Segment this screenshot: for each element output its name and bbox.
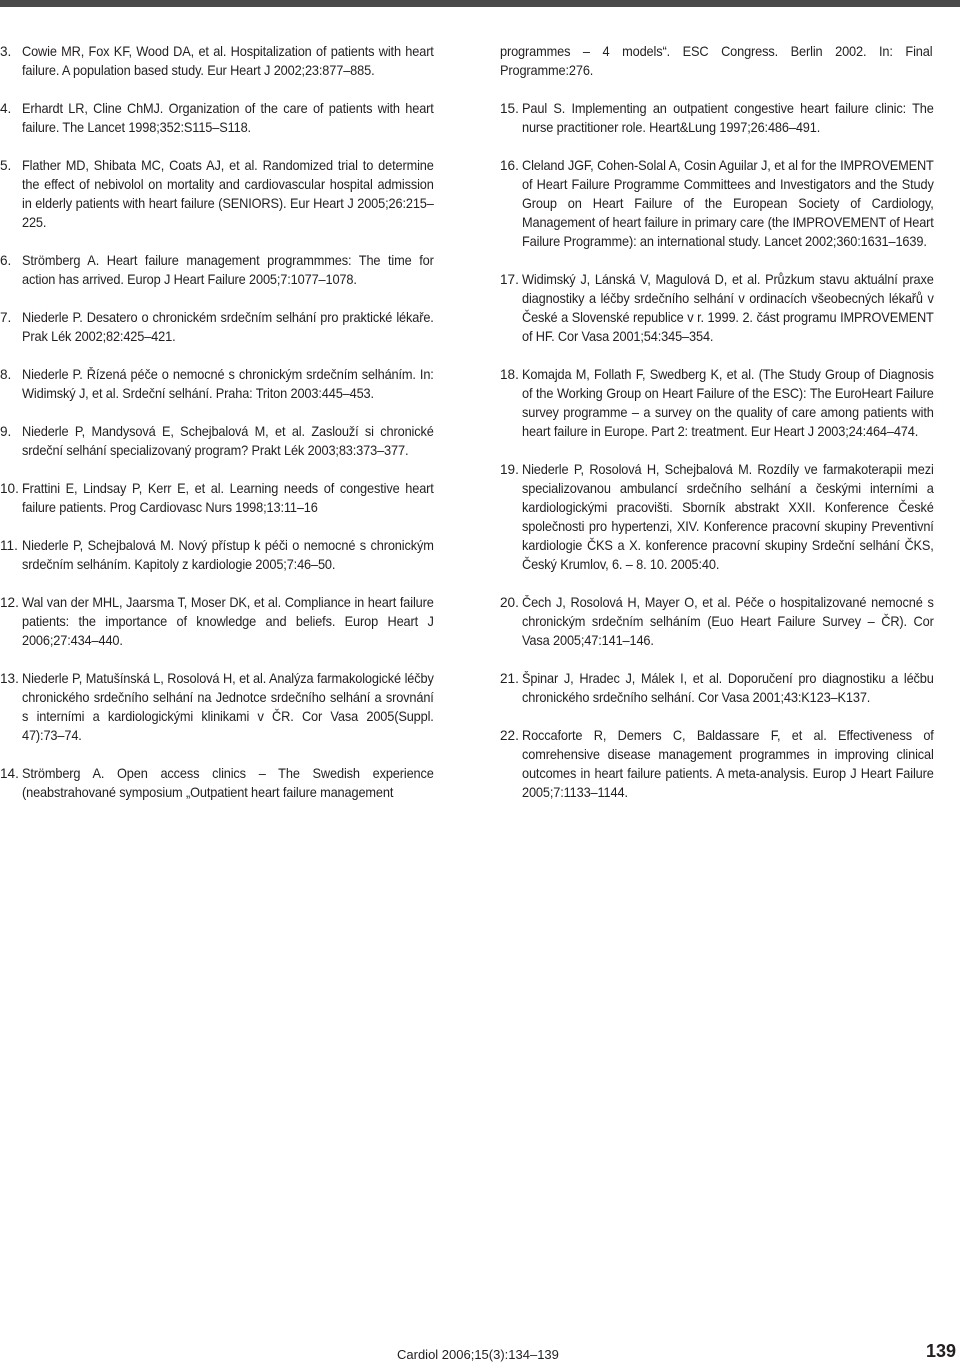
reference-number: 20. xyxy=(500,595,519,610)
references-right-column xyxy=(500,42,960,821)
reference-number: 8. xyxy=(0,367,12,382)
top-rule xyxy=(0,0,960,7)
references-left-column xyxy=(0,42,460,821)
reference-text: Niederle P, Schejbalová M. Nový přístup k péči o nemocné s chronickým srdečním selháním. Kapitoly z kardiologie 2005;7:46–50. xyxy=(22,538,434,572)
reference-number: 7. xyxy=(0,310,12,325)
reference-number: 3. xyxy=(0,44,12,59)
reference-number: 12. xyxy=(0,595,19,610)
reference-item xyxy=(500,460,960,574)
reference-item xyxy=(0,669,460,745)
reference-item xyxy=(0,422,460,460)
reference-number: 18. xyxy=(500,367,519,382)
reference-text: Niederle P. Desatero o chronickém srdečním selhání pro praktické lékaře. Prak Lék 2002;82:425–421. xyxy=(22,310,434,344)
reference-item xyxy=(0,536,460,574)
reference-number: 14. xyxy=(0,766,19,781)
reference-item xyxy=(0,365,460,403)
reference-text: Flather MD, Shibata MC, Coats AJ, et al. Randomized trial to determine the effect of nebivolol on mortality and cardiovascular hospital admission in elderly patients with heart failure (SENIORS). Eur Heart J 2005;26:215–225. xyxy=(22,158,434,230)
reference-text: Čech J, Rosolová H, Mayer O, et al. Péče o hospitalizované nemocné s chronickým srdečním selháním (Euo Heart Failure Survey – ČR). Cor Vasa 2005;47:141–146. xyxy=(522,595,934,648)
reference-number: 19. xyxy=(500,462,519,477)
reference-item xyxy=(0,156,460,232)
reference-number: 21. xyxy=(500,671,519,686)
reference-number: 5. xyxy=(0,158,12,173)
reference-number: 13. xyxy=(0,671,19,686)
reference-item xyxy=(500,726,960,802)
reference-text: Komajda M, Follath F, Swedberg K, et al. (The Study Group of Diagnosis of the Working Group on Heart Failure of the ESC): The EuroHeart Failure survey programme – a survey on the quality of care among patients with heart failure in Europe. Part 2: treatment. Eur Heart J 2003;24:464–474. xyxy=(522,367,934,439)
reference-item xyxy=(0,479,460,517)
reference-item xyxy=(0,764,460,802)
reference-item xyxy=(500,365,960,441)
reference-number: 16. xyxy=(500,158,519,173)
reference-text: Strömberg A. Heart failure management programmmes: The time for action has arrived. Europ J Heart Failure 2005;7:1077–1078. xyxy=(22,253,434,287)
reference-item xyxy=(500,669,960,707)
reference-text: Niederle P. Řízená péče o nemocné s chronickým srdečním selháním. In: Widimský J, et al. Srdeční selhání. Praha: Triton 2003:445–453. xyxy=(22,367,434,401)
reference-number: 11. xyxy=(0,538,18,553)
reference-item xyxy=(0,42,460,80)
reference-text: Strömberg A. Open access clinics – The Swedish experience (neabstrahované symposium „Outpatient heart failure management xyxy=(22,766,434,800)
reference-text: Cowie MR, Fox KF, Wood DA, et al. Hospitalization of patients with heart failure. A population based study. Eur Heart J 2002;23:877–885. xyxy=(22,44,434,78)
reference-text: Roccaforte R, Demers C, Baldassare F, et al. Effectiveness of comrehensive disease management programmes in improving clinical outcomes in heart failure patients. A meta-analysis. Europ J Heart Failure 2005;7:1133–1144. xyxy=(522,728,934,800)
reference-number: 6. xyxy=(0,253,12,268)
reference-number: 4. xyxy=(0,101,12,116)
reference-continuation xyxy=(500,42,960,80)
reference-text: Paul S. Implementing an outpatient congestive heart failure clinic: The nurse practitioner role. Heart&Lung 1997;26:486–491. xyxy=(522,101,934,135)
reference-number: 17. xyxy=(500,272,519,287)
reference-number: 15. xyxy=(500,101,519,116)
reference-item xyxy=(500,593,960,650)
reference-item xyxy=(0,99,460,137)
reference-text: Niederle P, Mandysová E, Schejbalová M, et al. Zaslouží si chronické srdeční selhání specializovaný program? Prakt Lék 2003;83:373–377. xyxy=(22,424,434,458)
reference-item xyxy=(0,593,460,650)
reference-item xyxy=(0,308,460,346)
reference-item xyxy=(500,99,960,137)
reference-number: 10. xyxy=(0,481,19,496)
reference-text: Špinar J, Hradec J, Málek I, et al. Doporučení pro diagnostiku a léčbu chronického srdečního selhání. Cor Vasa 2001;43:K123–K137. xyxy=(522,671,934,705)
reference-text: programmes – 4 models“. ESC Congress. Berlin 2002. In: Final Programme:276. xyxy=(500,44,933,78)
page-number: 139 xyxy=(926,1341,957,1361)
reference-item xyxy=(0,251,460,289)
reference-text: Cleland JGF, Cohen-Solal A, Cosin Aguilar J, et al for the IMPROVEMENT of Heart Failure Programme Committees and Investigators and the Study Group on Heart Failure of the European Society of Cardiology, Management of heart failure in primary care (the IMPROVEMENT of Heart Failure Programme): an international study. Lancet 2002;360:1631–1639. xyxy=(522,158,934,249)
reference-text: Niederle P, Matušínská L, Rosolová H, et al. Analýza farmakologické léčby chronického srdečního selhání na Jednotce srdečního selhání a srovnání s interními a kardiologickými klinikami v ČR. Cor Vasa 2005(Suppl. 47):73–74. xyxy=(22,671,434,743)
reference-text: Widimský J, Lánská V, Magulová D, et al. Průzkum stavu aktuální praxe diagnostiky a léčby srdečního selhání v ordinacích všeobecných lékařů v České a Slovenské republice v r. 1999. 2. část programu IMPROVEMENT of HF. Cor Vasa 2001;54:345–354. xyxy=(522,272,934,344)
reference-number: 9. xyxy=(0,424,12,439)
reference-item xyxy=(500,270,960,346)
reference-item xyxy=(500,156,960,251)
reference-number: 22. xyxy=(500,728,519,743)
reference-text: Niederle P, Rosolová H, Schejbalová M. Rozdíly ve farmakoterapii mezi specializovanou ambulancí srdečního selhání a českými interními a kardiologickými pracovišti. Sborník abstrakt XXII. Konference České společnosti pro hypertenzi, XIV. Konference pracovní skupiny Preventivní kardiologie ČKS a X. konference pracovní skupiny Srdeční selhání ČKS, Český Krumlov, 6. – 8. 10. 2005:40. xyxy=(522,462,934,572)
reference-text: Erhardt LR, Cline ChMJ. Organization of the care of patients with heart failure. The Lancet 1998;352:S115–S118. xyxy=(22,101,434,135)
reference-text: Frattini E, Lindsay P, Kerr E, et al. Learning needs of congestive heart failure patients. Prog Cardiovasc Nurs 1998;13:11–16 xyxy=(22,481,434,515)
reference-text: Wal van der MHL, Jaarsma T, Moser DK, et al. Compliance in heart failure patients: the importance of knowledge and beliefs. Europ Heart J 2006;27:434–440. xyxy=(22,595,434,648)
journal-citation: Cardiol 2006;15(3):134–139 xyxy=(397,1347,559,1362)
